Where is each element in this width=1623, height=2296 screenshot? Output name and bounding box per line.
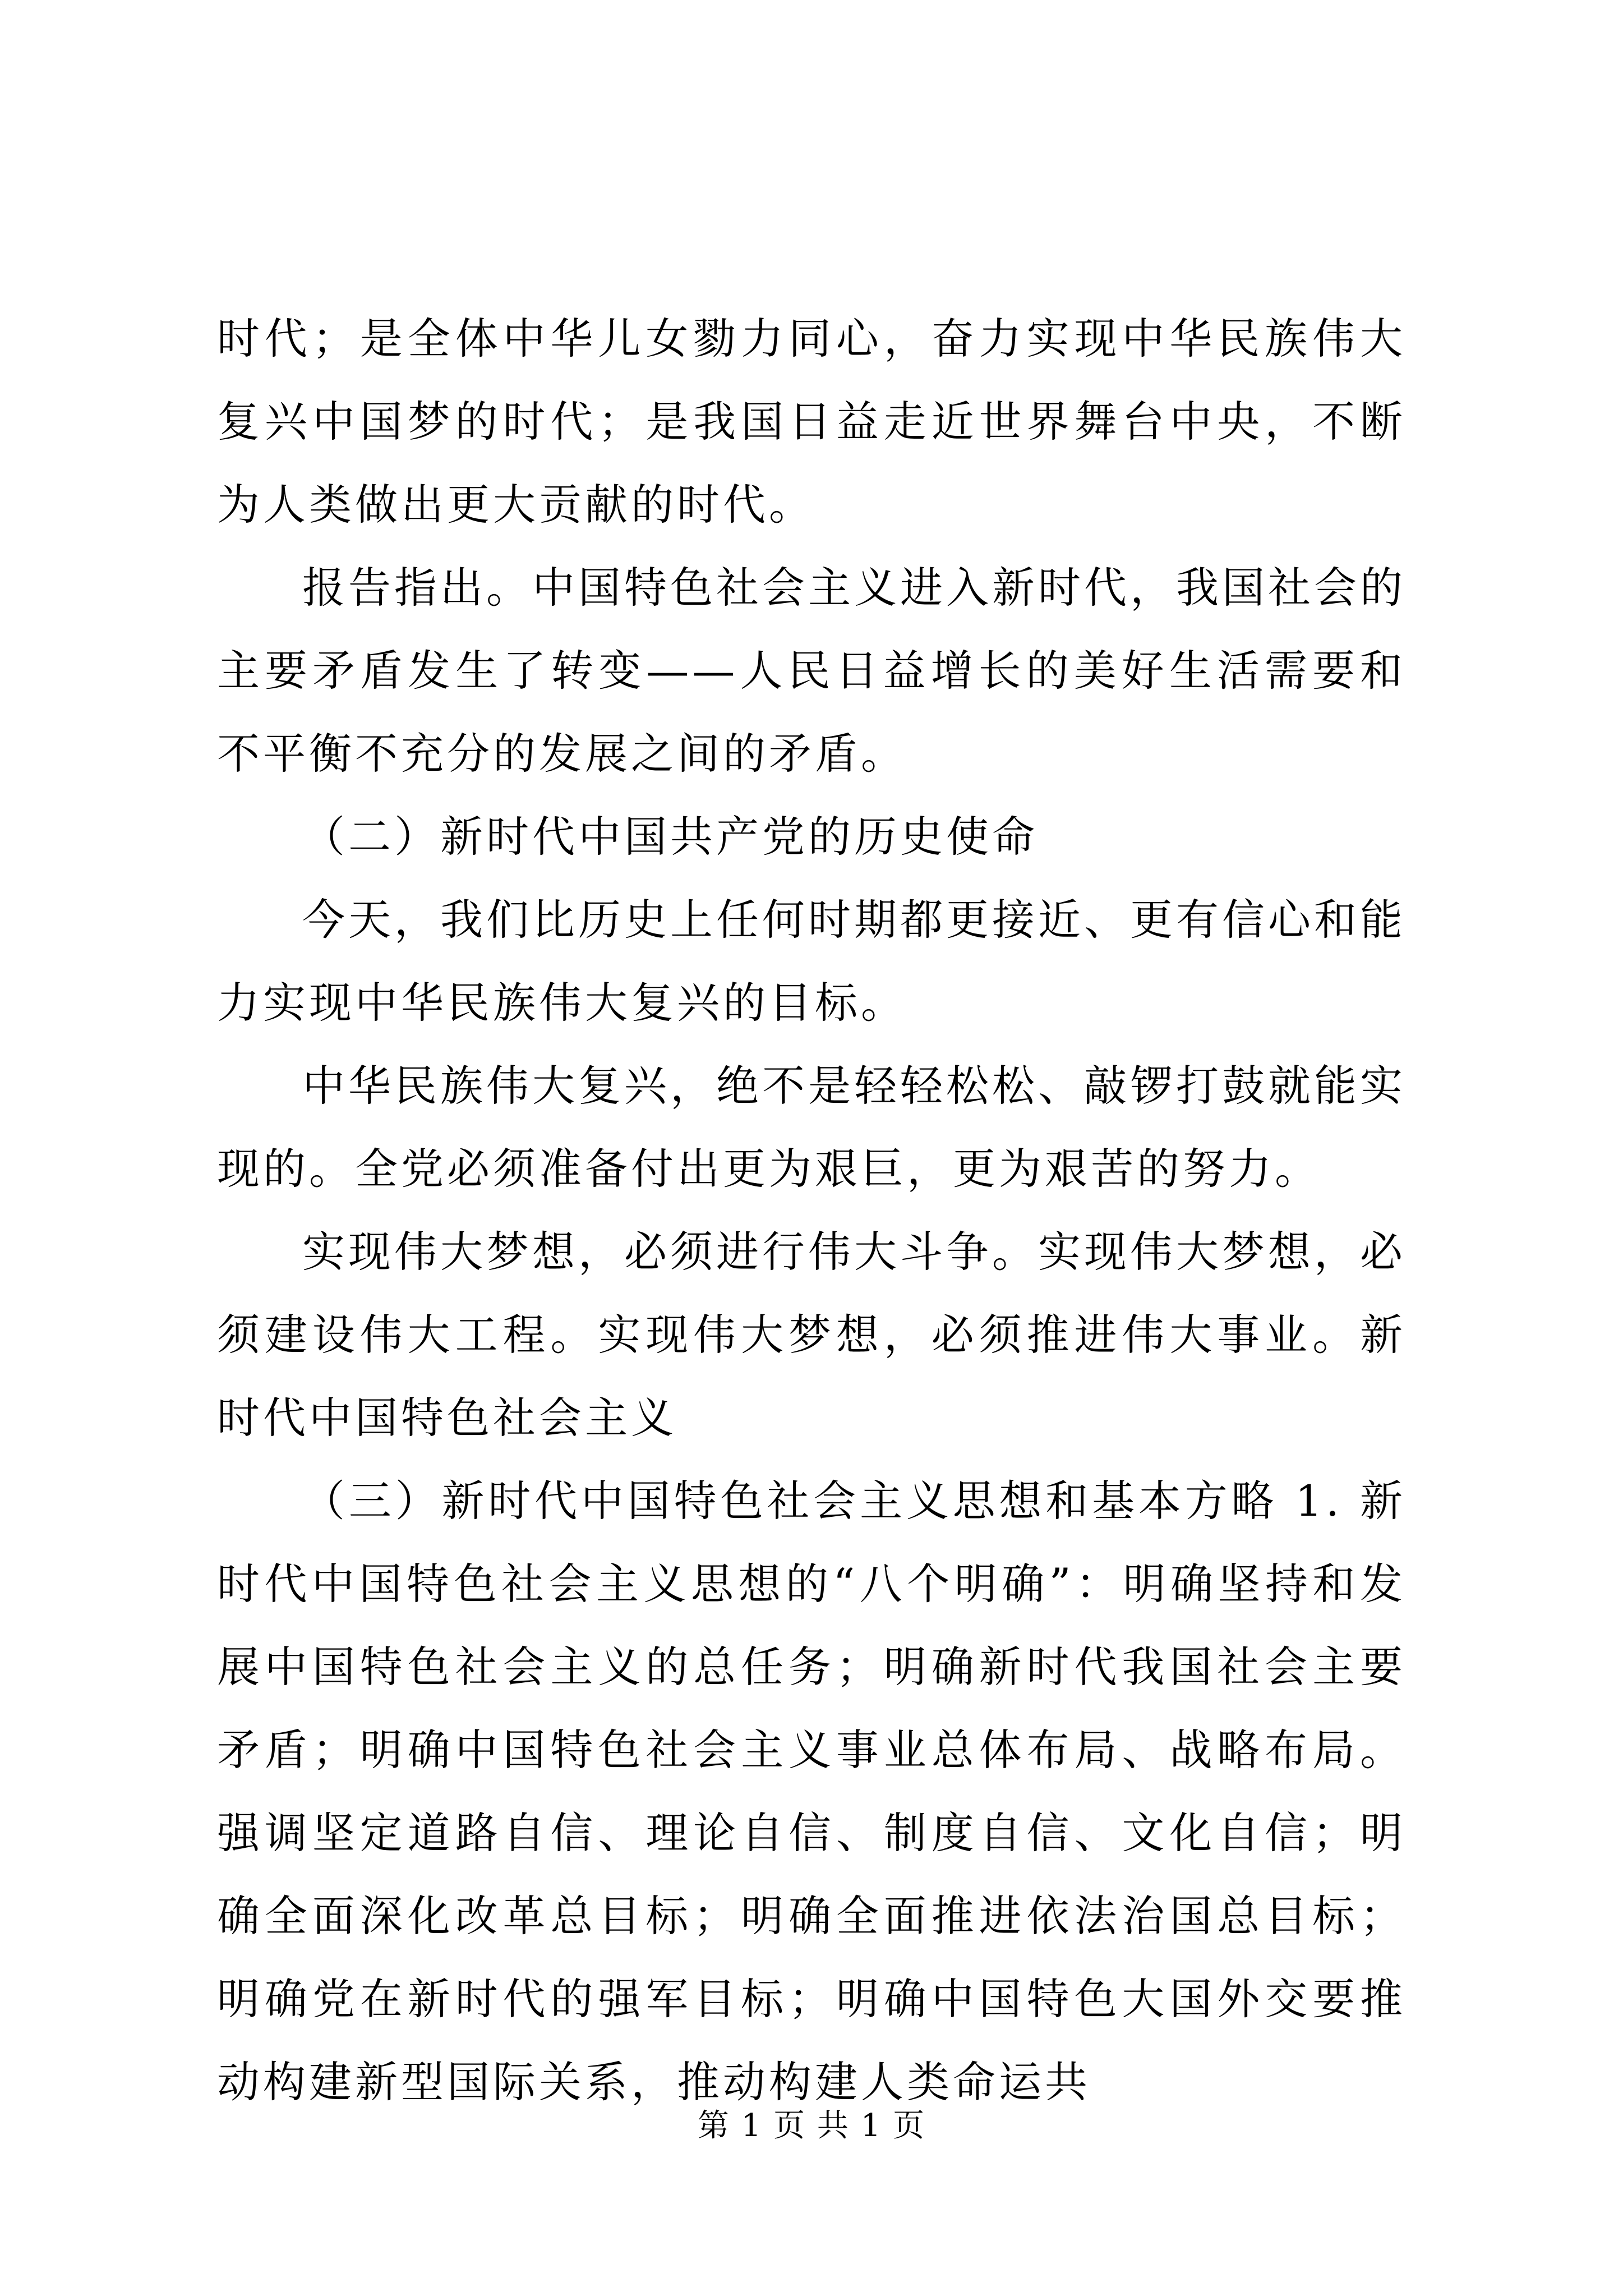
paragraph-report-points: 报告指出。中国特色社会主义进入新时代，我国社会的主要矛盾发生了转变——人民日益增长的美好生活需要和不平衡不充分的发展之间的矛盾。: [217, 563, 1406, 779]
paragraph-rejuvenation: 中华民族伟大复兴，绝不是轻轻松松、敲锣打鼓就能实现的。全党必须准备付出更为艰巨，更为艰苦的努力。: [217, 1061, 1406, 1194]
section-heading-2: （二）新时代中国共产党的历史使命: [302, 812, 1038, 862]
paragraph-today: 今天，我们比历史上任何时期都更接近、更有信心和能力实现中华民族伟大复兴的目标。: [217, 895, 1406, 1028]
document-body: [217, 297, 1406, 2124]
paragraph-continuation: 时代；是全体中华儿女勠力同心，奋力实现中华民族伟大复兴中国梦的时代；是我国日益走近世界舞台中央，不断为人类做出更大贡献的时代。: [217, 314, 1406, 530]
section-heading-3: （三）新时代中国特色社会主义思想和基本方略 1. 新时代中国特色社会主义思想的“八个明确”：明确坚持和发展中国特色社会主义的总任务；明确新时代我国社会主要矛盾；明确中国特色社会主义事业总体布局、战略布局。强调坚定道路自信、理论自信、制度自信、文化自信；明确全面深化改革总目标；明确全面推进依法治国总目标；明确党在新时代的强军目标；明确中国特色大国外交要推动构建新型国际关系，推动构建人类命运共: [217, 1476, 1406, 2107]
paragraph-great-dream: 实现伟大梦想，必须进行伟大斗争。实现伟大梦想，必须建设伟大工程。实现伟大梦想，必须推进伟大事业。新时代中国特色社会主义: [217, 1227, 1406, 1443]
page-number-footer: 第 1 页 共 1 页: [697, 2108, 926, 2144]
